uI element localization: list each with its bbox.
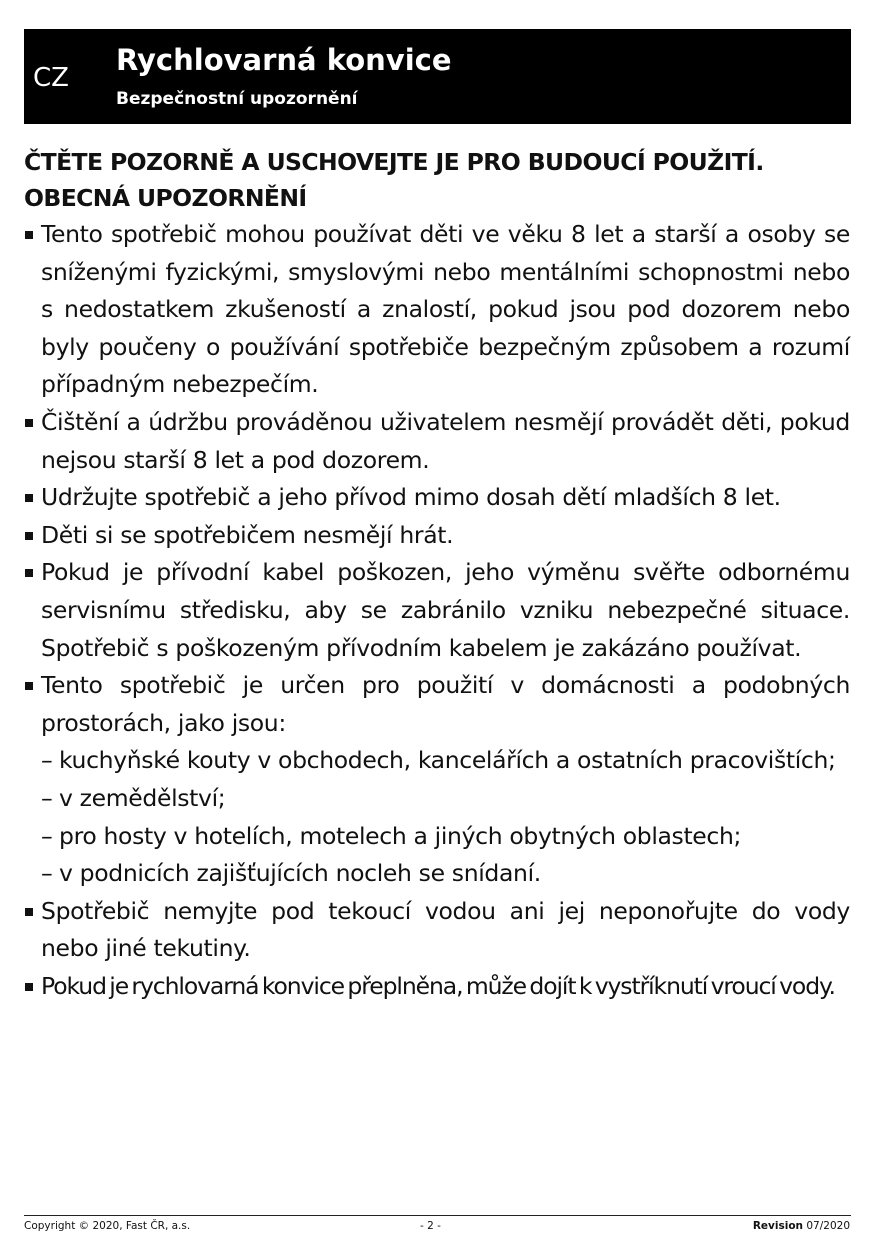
warning-item [24,216,850,404]
revision-info [753,1219,850,1233]
dash-icon: – [41,746,53,775]
bullet-icon [25,682,33,690]
bullet-icon [25,569,33,577]
warning-item [24,968,850,1006]
warning-item [24,517,850,555]
revision-date: 07/2020 [806,1220,850,1232]
general-warnings-heading: OBECNÁ UPOZORNĚNÍ [24,184,307,212]
warnings-list-continued [24,893,850,1006]
usage-text: kuchyňské kouty v obchodech, kancelářích a ostatních pracovištích; [59,746,836,775]
section-subtitle: Bezpečnostní upozornění [116,89,358,109]
usage-text: pro hosty v hotelích, motelech a jiných obytných oblastech; [59,821,742,850]
page-number: - 2 - [420,1220,441,1232]
warning-text: Pokud je přívodní kabel poškozen, jeho výměnu svěřte odbornému servisnímu středisku, aby se zabránilo vzniku nebezpečné situace. Spotřebič s poškozeným přívodním kabelem je zakázáno používat. [41,558,850,662]
warning-item [24,667,850,742]
bullet-icon [25,419,33,427]
warning-text: Tento spotřebič mohou používat děti ve věku 8 let a starší a osoby se sníženými fyzickými, smyslovými nebo mentálními schopnostmi nebo s nedostatkem zkušeností a znalostí, pokud jsou pod dozorem nebo byly poučeny o používání spotřebiče bezpečným způsobem a rozumí případným nebezpečím. [41,220,850,399]
warning-text: Tento spotřebič je určen pro použití v domácnosti a podobných prostorách, jako jsou: [41,671,850,737]
revision-label: Revision [752,1220,804,1232]
usage-subitem [24,818,850,856]
usage-subitem [24,780,850,818]
warning-text: Pokud je rychlovarná konvice přeplněna, může dojít k vystříknutí vroucí vody. [41,971,835,1000]
bullet-icon [25,532,33,540]
bullet-icon [25,908,33,916]
dash-icon: – [41,783,53,812]
usage-text: v zemědělství; [59,783,226,812]
warning-item [24,404,850,479]
usage-subitem [24,742,850,780]
bullet-icon [25,494,33,502]
warning-text: Udržujte spotřebič a jeho přívod mimo dosah dětí mladších 8 let. [41,483,781,512]
footer-divider [24,1215,851,1216]
document-body [24,144,850,1005]
page-header [24,29,851,124]
bullet-icon [25,231,33,239]
warning-text: Čištění a údržbu prováděnou uživatelem nesmějí provádět děti, pokud nejsou starší 8 let a pod dozorem. [41,407,850,474]
usage-subitem [24,855,850,893]
warning-text: Děti si se spotřebičem nesmějí hrát. [41,520,454,549]
dash-icon: – [41,859,53,888]
warning-text: Spotřebič nemyjte pod tekoucí vodou ani jej neponořujte do vody nebo jiné tekutiny. [41,896,850,963]
usage-text: v podnicích zajišťujících nocleh se snídaní. [59,859,541,888]
warnings-list [24,216,850,742]
copyright-notice: Copyright © 2020, Fast ČR, a.s. [24,1220,191,1232]
language-code: CZ [33,63,69,93]
product-title: Rychlovarná konvice [116,43,452,77]
bullet-icon [25,983,33,991]
warning-item [24,893,850,968]
warning-item [24,479,850,517]
warning-item [24,554,850,667]
dash-icon: – [41,821,53,850]
read-carefully-heading: ČTĚTE POZORNĚ A USCHOVEJTE JE PRO BUDOUCÍ POUŽITÍ. [24,148,764,176]
